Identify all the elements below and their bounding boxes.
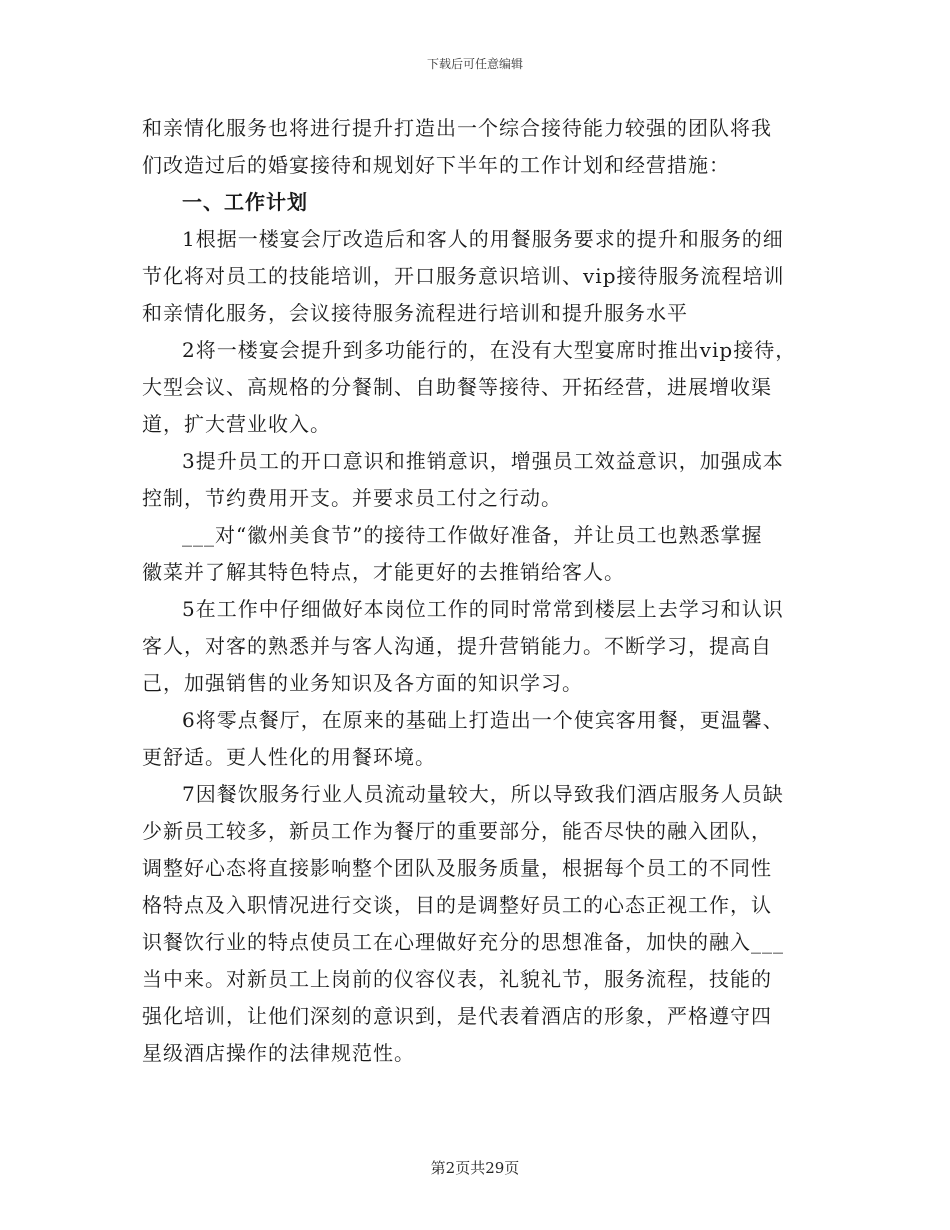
text-line: 控制，节约费用开支。并要求员工付之行动。 [142,486,562,510]
text-line: 调整好心态将直接影响整个团队及服务质量，根据每个员工的不同性 [142,856,772,880]
text-line: 少新员工较多，新员工作为餐厅的重要部分，能否尽快的融入团队， [142,819,772,843]
section-heading: 一、工作计划 [182,190,308,214]
text-line: 5在工作中仔细做好本岗位工作的同时常常到楼层上去学习和认识 [182,597,784,621]
text-line: 格特点及入职情况进行交谈，目的是调整好员工的心态正视工作，认 [142,893,772,917]
text-line: 更舒适。更人性化的用餐环境。 [142,745,436,769]
document-body [142,110,822,1072]
text-line: 1根据一楼宴会厅改造后和客人的用餐服务要求的提升和服务的细 [182,227,784,251]
text-line: 6将零点餐厅，在原来的基础上打造出一个使宾客用餐，更温馨、 [182,708,784,732]
page-number: 第2页共29页 [430,1159,520,1177]
text-line: 7因餐饮服务行业人员流动量较大，所以导致我们酒店服务人员缺 [182,782,784,806]
page-header: 下载后可任意编辑 [426,57,523,71]
text-line: 大型会议、高规格的分餐制、自助餐等接待、开拓经营，进展增收渠 [142,375,772,399]
text-line: 道，扩大营业收入。 [142,412,331,436]
text-line: 和亲情化服务也将进行提升打造出一个综合接待能力较强的团队将我 [142,116,772,140]
text-line: 节化将对员工的技能培训，开口服务意识培训、vip接待服务流程培训 [142,264,785,288]
text-line: 己，加强销售的业务知识及各方面的知识学习。 [142,671,583,695]
text-line: 徽菜并了解其特色特点，才能更好的去推销给客人。 [142,560,625,584]
text-line: 当中来。对新员工上岗前的仪容仪表，礼貌礼节，服务流程，技能的 [142,967,772,991]
text-line: 和亲情化服务，会议接待服务流程进行培训和提升服务水平 [142,301,688,325]
text-line: 强化培训，让他们深刻的意识到，是代表着酒店的形象，严格遵守四 [142,1004,772,1028]
text-line: 2将一楼宴会提升到多功能行的，在没有大型宴席时推出vip接待， [182,338,797,362]
text-line: 客人，对客的熟悉并与客人沟通，提升营销能力。不断学习，提高自 [142,634,772,658]
text-line: 识餐饮行业的特点使员工在心理做好充分的思想准备，加快的融入___ [142,930,784,954]
text-line: 星级酒店操作的法律规范性。 [142,1041,415,1065]
text-line: 3提升员工的开口意识和推销意识，增强员工效益意识，加强成本 [182,449,784,473]
text-line: 们改造过后的婚宴接待和规划好下半年的工作计划和经营措施： [142,153,730,177]
text-line: ___对“徽州美食节”的接待工作做好准备，并让员工也熟悉掌握 [182,523,763,547]
